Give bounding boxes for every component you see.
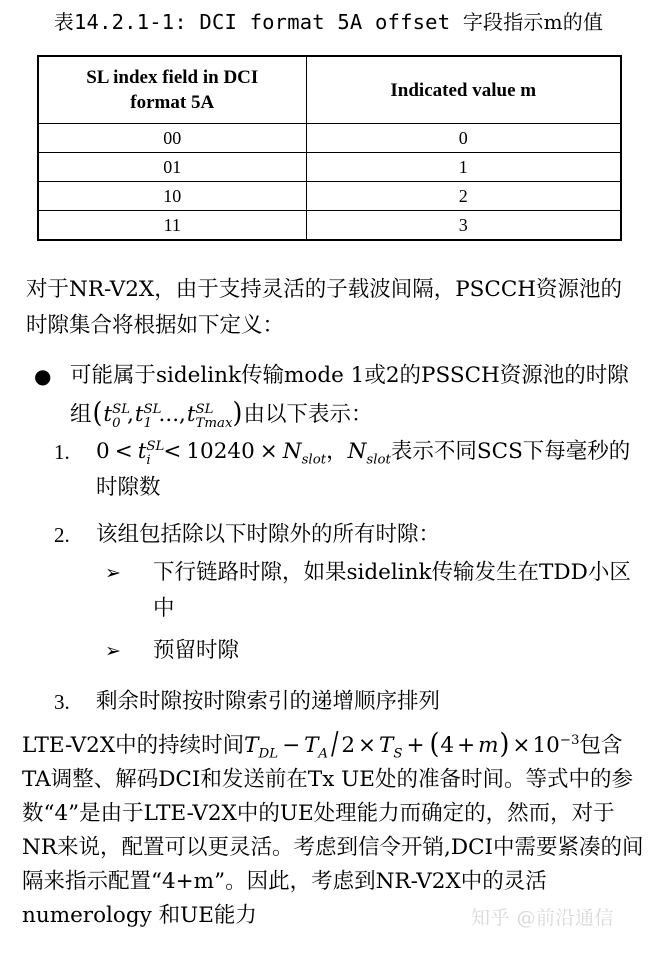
- final-paragraph: [22, 726, 646, 933]
- cell-indicated-value: 1: [306, 153, 621, 182]
- numbered-item-3-text: 剩余时隙按时隙索引的递增顺序排列: [96, 689, 441, 714]
- formula-times-2: ×: [512, 733, 531, 758]
- math-t-i: t: [137, 439, 147, 464]
- bullet-text-lead: 可能属于sidelink传输mode 1或2的PSSCH资源池的时隙组: [70, 363, 629, 427]
- table-caption-prefix: 表: [53, 10, 74, 34]
- table-header-row: [38, 56, 621, 124]
- math-ellipsis: ...,: [158, 402, 186, 427]
- numbered-item-3-marker: 3.: [54, 690, 70, 714]
- numbered-item-1-marker: 1.: [54, 440, 70, 464]
- numbered-item-1-text: 0 < t SL i < $10240 \times N_{slot}$，$N_{slot}$表示不同SCS下每毫秒的时隙数: [96, 439, 631, 500]
- formula-T-S: T: [379, 733, 394, 758]
- cell-sl-index: 11: [38, 211, 306, 241]
- intro-paragraph: 对于NR-V2X，由于支持灵活的子载波间隔，PSCCH资源池的时隙集合将根据如下定义：: [26, 277, 623, 338]
- table-row: [38, 124, 621, 153]
- arrow-marker-icon: ➢: [105, 562, 121, 584]
- cell-sl-index: 01: [38, 153, 306, 182]
- formula-close-paren: ): [499, 726, 510, 760]
- formula-T-DL-sub: DL: [258, 746, 279, 762]
- formula-open-paren: (: [429, 726, 440, 760]
- table-caption-ascii: 14.2.1-1: DCI format 5A offset: [74, 10, 463, 34]
- formula-T-S-sub: S: [393, 746, 403, 762]
- math-N-sub-2: slot: [366, 452, 391, 468]
- bullet-item-text: 可能属于sidelink传输mode 1或2的PSSCH资源池的时隙组(t SL 0 ,t SL 1 ...,t SL Tmax )由以下表示：: [70, 363, 629, 431]
- math-t-0: t: [103, 402, 113, 427]
- formula-T-DL: T: [244, 733, 259, 758]
- math-lt-1: <: [114, 439, 133, 464]
- dci-offset-table: [37, 55, 622, 241]
- numbered-item-1: [54, 434, 640, 506]
- math-zero: 0: [96, 439, 110, 464]
- table-header-sl-index: [38, 56, 306, 124]
- table-row: [38, 211, 621, 241]
- table-row: [38, 182, 621, 211]
- table-row: [38, 153, 621, 182]
- math-t-1: t: [134, 402, 144, 427]
- cell-sl-index: 00: [38, 124, 306, 153]
- numbered-item-2-marker: 2.: [54, 523, 70, 547]
- table-header-sl-index-line1: SL index field in DCI: [86, 67, 259, 88]
- formula-exponent: −3: [559, 732, 580, 748]
- formula-T-A: T: [304, 733, 319, 758]
- formula-ten: 10: [532, 733, 560, 758]
- table-caption: [0, 6, 657, 35]
- formula-T-A-sub: A: [318, 746, 329, 762]
- math-10240: 10240: [186, 439, 255, 464]
- math-open-paren: (: [92, 395, 103, 429]
- math-close-paren: ): [232, 395, 243, 429]
- numbered-item-1-tail: 表示不同SCS下每毫秒的时隙数: [96, 439, 631, 500]
- numbered-item-2: [54, 517, 640, 553]
- bullet-item: [26, 358, 640, 433]
- watermark: 知乎 @前沿通信: [471, 907, 615, 929]
- formula-plus-2: +: [457, 733, 476, 758]
- table-header-sl-index-line2: format 5A: [130, 92, 215, 113]
- bullet-text-tail: 由以下表示：: [243, 402, 373, 427]
- arrow-marker-icon: ➢: [105, 640, 121, 662]
- final-paragraph-lead: LTE-V2X中的持续时间: [22, 733, 245, 758]
- math-t-tmax: t: [186, 402, 196, 427]
- math-sep-comma: ，: [326, 439, 348, 464]
- math-N-2: N: [347, 439, 367, 464]
- numbered-item-2-text: 该组包括除以下时隙外的所有时隙：: [96, 522, 441, 547]
- math-lt-2: <: [163, 439, 182, 464]
- arrow-sub-item-1: [105, 555, 640, 627]
- formula-two: 2: [341, 733, 355, 758]
- arrow-sub-item-1-text: 下行链路时隙，如果sidelink传输发生在TDD小区中: [153, 560, 631, 621]
- formula-m: m: [478, 733, 499, 758]
- table-caption-suffix: 字段指示m的值: [462, 10, 604, 34]
- math-N-sub: slot: [301, 452, 327, 468]
- math-comma-1: ,: [127, 402, 134, 427]
- formula-plus-1: +: [406, 733, 425, 758]
- bullet-marker-icon: ●: [34, 364, 52, 388]
- math-times: ×: [259, 439, 278, 464]
- cell-indicated-value: 2: [306, 182, 621, 211]
- formula-minus: −: [282, 733, 301, 758]
- numbered-item-3: [54, 684, 640, 720]
- formula-slash: /: [331, 725, 339, 762]
- cell-indicated-value: 0: [306, 124, 621, 153]
- cell-sl-index: 10: [38, 182, 306, 211]
- cell-indicated-value: 3: [306, 211, 621, 241]
- formula-times-1: ×: [358, 733, 377, 758]
- table-header-indicated-value: Indicated value m: [306, 56, 621, 124]
- math-N: N: [282, 439, 302, 464]
- final-paragraph-rest: 包含TA调整、解码DCI和发送前在Tx UE处的准备时间。等式中的参数“4”是由于LTE-V2X中的UE处理能力而确定的，然而，对于NR来说，配置可以更灵活。考虑到信令开销,DCI中需要紧凑的间隔来指示配置“4+m”。因此，考虑到NR-V2X中的灵活numerology 和UE能力: [22, 733, 644, 928]
- arrow-sub-item-2: [105, 633, 640, 669]
- formula-four: 4: [440, 733, 455, 758]
- arrow-sub-item-2-text: 预留时隙: [153, 638, 240, 663]
